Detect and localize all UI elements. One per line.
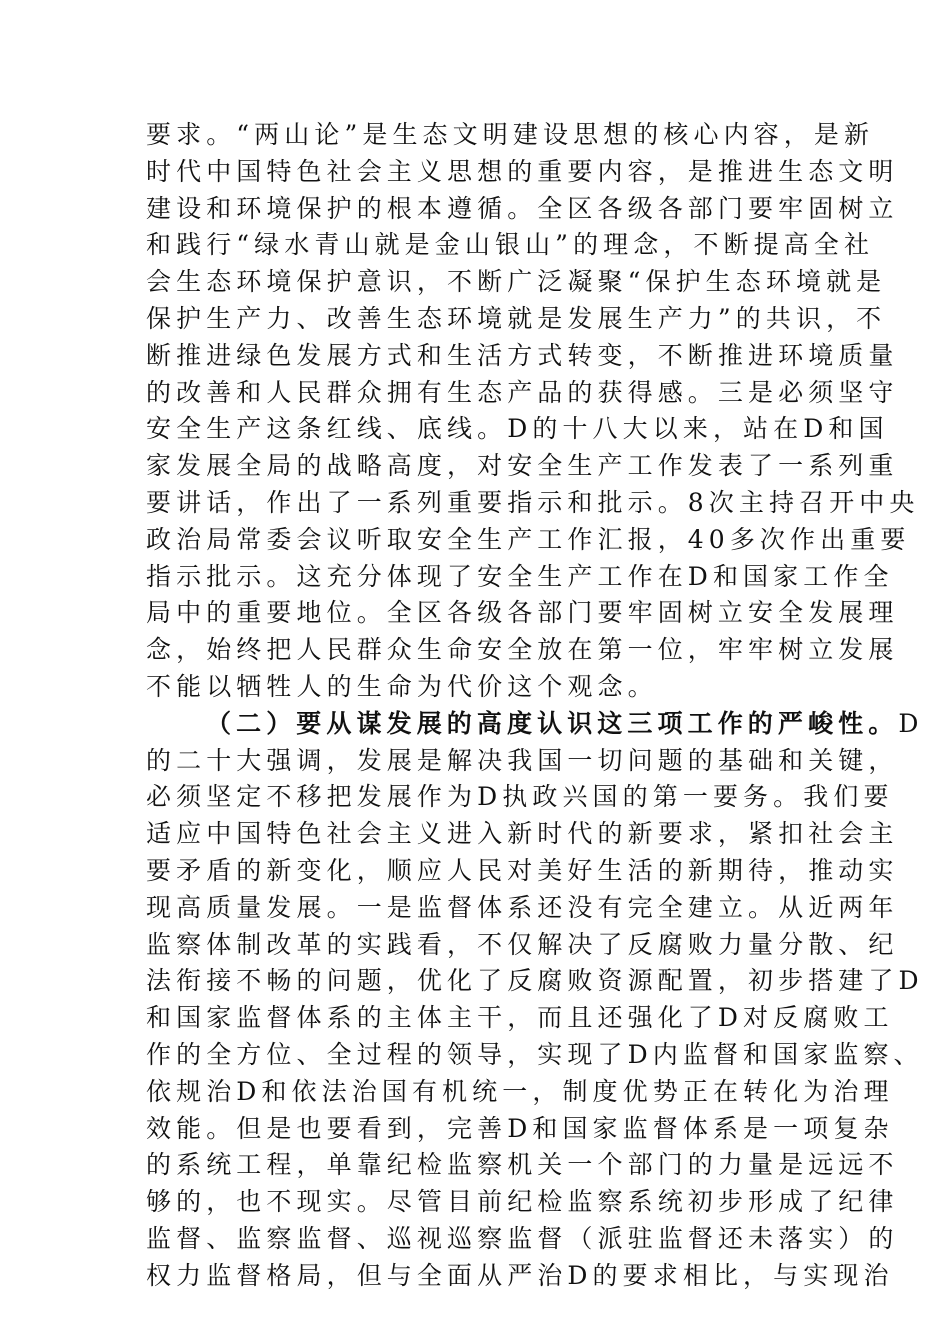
paragraph-line: 监察体制改革的实践看，不仅解决了反腐败力量分散、纪 [146, 929, 899, 959]
paragraph-line: 局中的重要地位。全区各级各部门要牢固树立安全发展理 [146, 598, 899, 628]
paragraph-line: 的改善和人民群众拥有生态产品的获得感。三是必须坚守 [146, 377, 899, 407]
paragraph-line: 要矛盾的新变化，顺应人民对美好生活的新期待，推动实 [146, 855, 899, 885]
paragraph-line: 依规治D和依法治国有机统一，制度优势正在转化为治理 [146, 1076, 894, 1106]
paragraph-line: 要求。“两山论”是生态文明建设思想的核心内容，是新 [146, 120, 875, 149]
section-heading: （二）要从谋发展的高度认识这三项工作的严峻性。 [206, 708, 899, 738]
paragraph-line: 会生态环境保护意识，不断广泛凝聚“保护生态环境就是 [146, 267, 887, 297]
paragraph-line: 的二十大强调，发展是解决我国一切问题的基础和关键， [146, 745, 899, 775]
paragraph-line: 和践行“绿水青山就是金山银山”的理念，不断提高全社 [146, 230, 875, 260]
paragraph-line: 够的，也不现实。尽管目前纪检监察系统初步形成了纪律 [146, 1187, 899, 1217]
body-text [146, 117, 924, 1295]
paragraph-line: 的系统工程，单靠纪检监察机关一个部门的力量是远远不 [146, 1150, 899, 1180]
paragraph-line: 和国家监督体系的主体主干，而且还强化了D对反腐败工 [146, 1003, 894, 1033]
paragraph-line: 作的全方位、全过程的领导，实现了D内监督和国家监察、 [146, 1039, 924, 1069]
paragraph-line: 断推进绿色发展方式和生活方式转变，不断推进环境质量 [146, 340, 899, 370]
paragraph-line: 监督、监察监督、巡视巡察监督（派驻监督还未落实）的 [146, 1223, 899, 1253]
paragraph-line: 效能。但是也要看到，完善D和国家监督体系是一项复杂 [146, 1113, 894, 1143]
paragraph-line: 现高质量发展。一是监督体系还没有完全建立。从近两年 [146, 892, 899, 922]
paragraph-line: 家发展全局的战略高度，对安全生产工作发表了一系列重 [146, 451, 899, 481]
paragraph-line: 适应中国特色社会主义进入新时代的新要求，紧扣社会主 [146, 819, 899, 849]
section-heading-line [146, 706, 924, 743]
heading-line-tail: D [898, 708, 924, 738]
paragraph-line: 权力监督格局，但与全面从严治D的要求相比，与实现治 [146, 1260, 894, 1290]
paragraph-line: 必须坚定不移把发展作为D执政兴国的第一要务。我们要 [146, 782, 894, 812]
paragraph-line: 指示批示。这充分体现了安全生产工作在D和国家工作全 [146, 561, 894, 591]
paragraph-line: 要讲话，作出了一系列重要指示和批示。8次主持召开中央 [146, 487, 920, 517]
paragraph-line: 念，始终把人民群众生命安全放在第一位，牢牢树立发展 [146, 635, 899, 665]
paragraph-line: 建设和环境保护的根本遵循。全区各级各部门要牢固树立 [146, 193, 899, 223]
paragraph-line: 保护生产力、改善生态环境就是发展生产力”的共识，不 [146, 303, 887, 333]
paragraph-line: 政治局常委会议听取安全生产工作汇报，40多次作出重要 [146, 524, 911, 554]
paragraph-line: 法衔接不畅的问题，优化了反腐败资源配置，初步搭建了D [146, 966, 924, 996]
paragraph-line: 安全生产这条红线、底线。D的十八大以来，站在D和国 [146, 414, 889, 444]
paragraph-line: 时代中国特色社会主义思想的重要内容，是推进生态文明 [146, 156, 899, 186]
paragraph-line: 不能以牺牲人的生命为代价这个观念。 [146, 671, 658, 701]
